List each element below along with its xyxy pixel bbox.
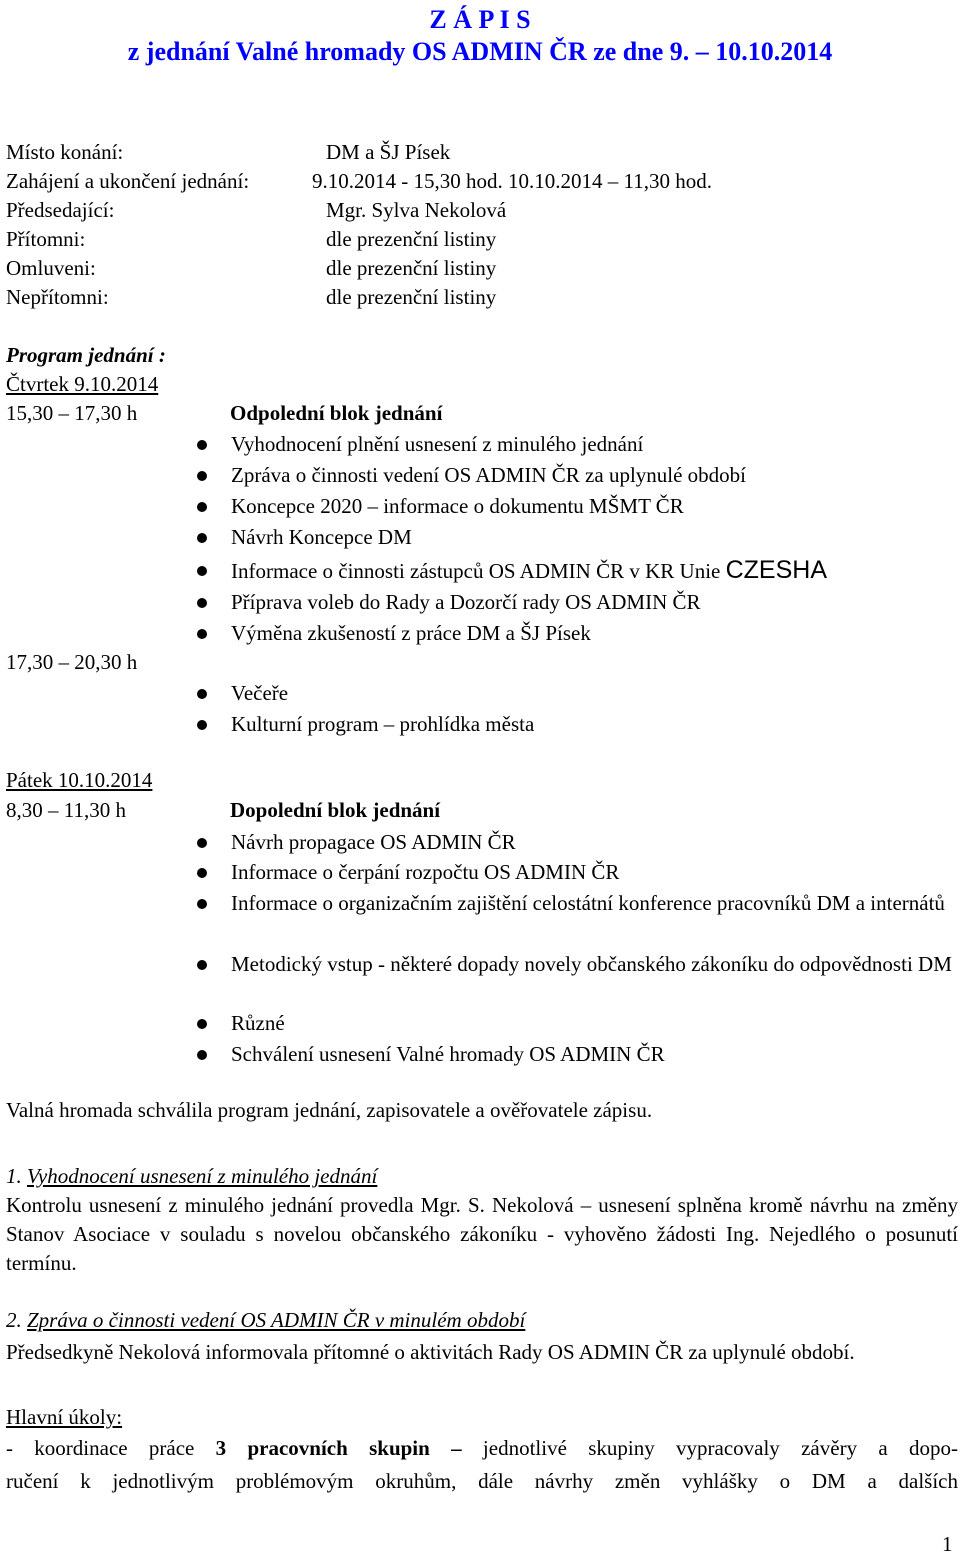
document-title: Z Á P I S [429, 5, 531, 34]
section2-task-line2: ručení k jednotlivým problémovým okruhům, dále návrhy změn vyhlášky o DM a dalších [6, 1469, 958, 1493]
list-item: Informace o organizačním zajištění celostátní konference pracovníků DM a internátů [231, 891, 945, 915]
list-item: Návrh propagace OS ADMIN ČR [231, 830, 516, 854]
section2-subheading: Hlavní úkoly: [6, 1405, 123, 1429]
info-value-absent: dle prezenční listiny [326, 285, 497, 309]
list-item: Večeře [231, 681, 289, 705]
section2-task-line1 [6, 1434, 958, 1463]
program-heading: Program jednání : [6, 343, 166, 367]
list-item [231, 556, 827, 586]
info-label-time: Zahájení a ukončení jednání: [6, 169, 250, 193]
bullet-icon [197, 440, 207, 450]
info-value-excused: dle prezenční listiny [326, 256, 497, 280]
section1-number: 1. [6, 1164, 22, 1188]
bullet-icon [197, 838, 207, 848]
info-value-venue: DM a ŠJ Písek [326, 140, 451, 164]
day1-date: Čtvrtek 9.10.2014 [6, 372, 159, 396]
list-item: Různé [231, 1011, 285, 1035]
bullet-icon [197, 960, 207, 970]
list-item: Vyhodnocení plnění usnesení z minulého jednání [231, 432, 644, 456]
info-value-time: 9.10.2014 - 15,30 hod. 10.10.2014 – 11,30 hod. [312, 169, 712, 193]
bullet-icon [197, 598, 207, 608]
task-bold: 3 pracovních skupin – [215, 1436, 462, 1460]
task-rest: jednotlivé skupiny vypracovaly závěry a dopo- [461, 1436, 958, 1460]
list-item: Zpráva o činnosti vedení OS ADMIN ČR za uplynulé období [231, 463, 747, 487]
bullet-icon [197, 689, 207, 699]
list-item: Výměna zkušeností z práce DM a ŠJ Písek [231, 621, 591, 645]
day1-slot2-time: 17,30 – 20,30 h [6, 650, 138, 674]
section2-number: 2. [6, 1308, 22, 1332]
info-label-chair: Předsedající: [6, 198, 115, 222]
section1-text: Kontrolu usnesení z minulého jednání provedla Mgr. S. Nekolová – usnesení splněna kromě návrhu na změny Stanov Asociace v souladu s novelou občanského zákoníku - vyhověno žádosti Ing. Nejedlého o posunutí termínu. [6, 1193, 958, 1275]
list-item: Informace o čerpání rozpočtu OS ADMIN ČR [231, 860, 620, 884]
page-number: 1 [942, 1532, 953, 1556]
day1-slot1-time: 15,30 – 17,30 h [6, 401, 138, 425]
bullet-icon [197, 899, 207, 909]
task-prefix: - koordinace práce [6, 1436, 216, 1460]
info-label-present: Přítomni: [6, 227, 86, 251]
bullet-icon [197, 629, 207, 639]
section1-heading [6, 1162, 377, 1191]
bullet-icon [197, 1050, 207, 1060]
day2-date: Pátek 10.10.2014 [6, 768, 153, 792]
day2-slot-title: Dopolední blok jednání [230, 798, 441, 822]
list-item: Návrh Koncepce DM [231, 525, 412, 549]
day1-slot1-title: Odpolední blok jednání [230, 401, 443, 425]
section2-heading [6, 1306, 525, 1335]
section1-title: Vyhodnocení usnesení z minulého jednání [27, 1164, 378, 1188]
list-item: Schválení usnesení Valné hromady OS ADMIN ČR [231, 1042, 665, 1066]
bullet-icon [197, 868, 207, 878]
info-label-excused: Omluveni: [6, 256, 96, 280]
list-item: Příprava voleb do Rady a Dozorčí rady OS ADMIN ČR [231, 590, 701, 614]
section2-text: Předsedkyně Nekolová informovala přítomné o aktivitách Rady OS ADMIN ČR za uplynulé období. [6, 1340, 855, 1364]
bullet-icon [197, 566, 207, 576]
day2-slot-time: 8,30 – 11,30 h [6, 798, 126, 822]
czesha-label: CZESHA [725, 556, 828, 584]
info-value-present: dle prezenční listiny [326, 227, 497, 251]
bullet-icon [197, 720, 207, 730]
info-value-chair: Mgr. Sylva Nekolová [326, 198, 507, 222]
bullet-icon [197, 502, 207, 512]
info-label-absent: Nepřítomni: [6, 285, 109, 309]
list-item: Metodický vstup - některé dopady novely občanského zákoníku do odpovědnosti DM [231, 952, 952, 976]
info-label-venue: Místo konání: [6, 140, 124, 164]
bullet-icon [197, 471, 207, 481]
list-item: Kulturní program – prohlídka města [231, 712, 535, 736]
document-subtitle: z jednání Valné hromady OS ADMIN ČR ze dne 9. – 10.10.2014 [127, 37, 833, 66]
bullet-icon [197, 1019, 207, 1029]
bullet-icon [197, 533, 207, 543]
approval-text: Valná hromada schválila program jednání, zapisovatele a ověřovatele zápisu. [6, 1098, 653, 1122]
section2-title: Zpráva o činnosti vedení OS ADMIN ČR v minulém období [27, 1308, 526, 1332]
list-item-text: Informace o činnosti zástupců OS ADMIN ČR v KR Unie [231, 559, 721, 583]
list-item: Koncepce 2020 – informace o dokumentu MŠMT ČR [231, 494, 684, 518]
